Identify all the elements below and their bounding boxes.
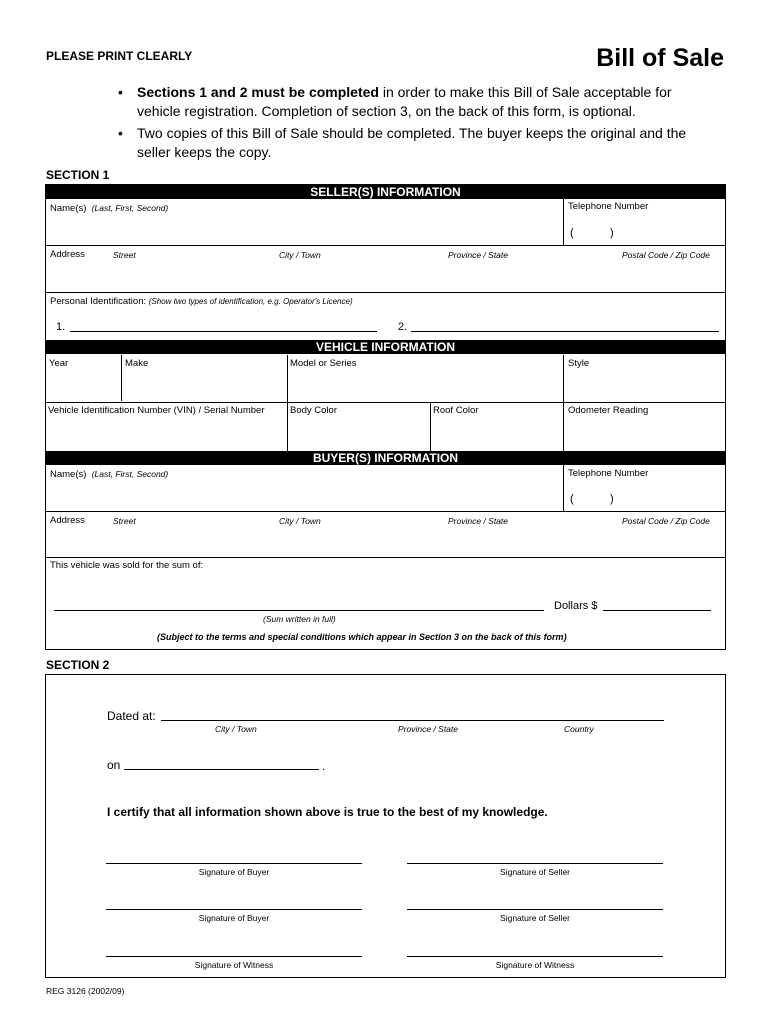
instruction-text: Two copies of this Bill of Sale should be completed. The buyer keeps the original and the seller keeps the copy. [137,125,687,160]
dated-at-label: Dated at: [107,709,156,723]
odometer-field[interactable] [565,418,723,449]
id-1-line[interactable] [70,331,377,332]
model-field[interactable] [289,370,562,400]
style-label: Style [568,358,590,369]
buyer-signature-caption: Signature of Buyer [198,867,270,877]
seller-phone-paren-open: ( [570,227,574,239]
divider [46,557,725,558]
witness-signature-line[interactable] [407,956,663,957]
instruction-bold: Sections 1 and 2 must be completed [137,84,379,100]
instruction-text: in order to make this Bill of Sale acceptable for vehicle registration. Completion of section 3, on the back of this form, is optional. [137,84,672,119]
buyer-address-label: Address [50,515,85,526]
section-1-label: SECTION 1 [46,168,110,182]
vin-label: Vehicle Identification Number (VIN) / Serial Number [48,405,265,416]
seller-signature-caption: Signature of Seller [500,913,570,923]
dated-city-hint: City / Town [215,724,257,734]
year-field[interactable] [46,370,120,400]
seller-phone-paren-close: ) [610,227,614,239]
style-field[interactable] [565,370,723,400]
buyer-phone-field[interactable] [565,481,723,510]
section-2-label: SECTION 2 [46,658,110,672]
sum-written-line[interactable] [54,610,544,611]
buyer-signature-line[interactable] [106,909,362,910]
seller-info-bar: SELLER(S) INFORMATION [46,185,725,199]
divider [46,511,725,512]
instruction-item [118,124,698,162]
roof-color-field[interactable] [432,418,562,449]
dated-country-hint: Country [564,724,594,734]
body-color-field[interactable] [289,418,429,449]
buyer-postal-hint: Postal Code / Zip Code [622,516,710,526]
divider [563,355,564,451]
instructions-list [118,83,698,165]
seller-signature-line[interactable] [407,909,663,910]
witness-signature-line[interactable] [106,956,362,957]
divider [563,465,564,511]
odometer-label: Odometer Reading [568,405,649,416]
witness-signature-caption: Signature of Witness [495,960,575,970]
on-label: on [107,758,121,772]
id-2-line[interactable] [411,331,719,332]
year-label: Year [49,358,69,369]
witness-signature-caption: Signature of Witness [194,960,274,970]
dated-at-line[interactable] [161,720,664,721]
vin-field[interactable] [46,418,286,449]
buyer-street-hint: Street [113,516,136,526]
sum-written-caption: (Sum written in full) [263,614,336,624]
personal-id-hint: (Show two types of identification, e.g. Operator's Licence) [148,297,353,306]
seller-signature-caption: Signature of Seller [500,867,570,877]
divider [121,355,122,401]
sale-sum-label: This vehicle was sold for the sum of: [50,560,204,571]
model-label: Model or Series [290,358,357,369]
seller-signature-line[interactable] [407,863,663,864]
divider [46,292,725,293]
make-field[interactable] [123,370,286,400]
divider [563,199,564,245]
buyer-signature-line[interactable] [106,863,362,864]
seller-names-text: Name(s) [50,203,87,214]
personal-id-text: Personal Identification: [50,296,147,307]
print-clearly-note: PLEASE PRINT CLEARLY [46,49,193,63]
seller-address-label: Address [50,249,85,260]
buyer-names-field[interactable] [46,466,562,510]
seller-names-hint: (Last, First, Second) [91,203,169,213]
roof-color-label: Roof Color [433,405,479,416]
divider [287,355,288,451]
buyer-city-hint: City / Town [279,516,321,526]
seller-province-hint: Province / State [448,250,509,260]
body-color-label: Body Color [290,405,337,416]
buyer-names-text: Name(s) [50,469,87,480]
seller-phone-label: Telephone Number [568,201,649,212]
make-label: Make [125,358,149,369]
dollars-label: Dollars $ [554,600,598,612]
personal-id-label [50,296,353,307]
terms-note: (Subject to the terms and special conditions which appear in Section 3 on the back of this form) [157,632,567,642]
dated-province-hint: Province / State [398,724,459,734]
divider [46,402,725,403]
buyer-phone-paren-close: ) [610,493,614,505]
buyer-phone-label: Telephone Number [568,468,649,479]
page-title: Bill of Sale [596,44,724,72]
buyer-info-bar: BUYER(S) INFORMATION [46,451,725,465]
buyer-province-hint: Province / State [448,516,509,526]
seller-address-field[interactable] [46,262,725,291]
buyer-names-hint: (Last, First, Second) [91,469,169,479]
certify-statement: I certify that all information shown above is true to the best of my knowledge. [107,805,548,819]
seller-names-field[interactable] [46,200,562,244]
divider [430,403,431,451]
seller-street-hint: Street [113,250,136,260]
form-code: REG 3126 (2002/09) [46,986,125,996]
divider [46,245,725,246]
dollars-amount-line[interactable] [603,610,711,611]
seller-phone-field[interactable] [565,215,723,244]
date-line[interactable] [124,769,319,770]
buyer-address-field[interactable] [46,528,725,556]
buyer-phone-paren-open: ( [570,493,574,505]
date-period: . [322,759,326,773]
id-2-label: 2. [398,321,408,333]
instruction-item [118,83,698,121]
seller-postal-hint: Postal Code / Zip Code [622,250,710,260]
buyer-signature-caption: Signature of Buyer [198,913,270,923]
seller-city-hint: City / Town [279,250,321,260]
vehicle-info-bar: VEHICLE INFORMATION [46,340,725,354]
id-1-label: 1. [56,321,66,333]
